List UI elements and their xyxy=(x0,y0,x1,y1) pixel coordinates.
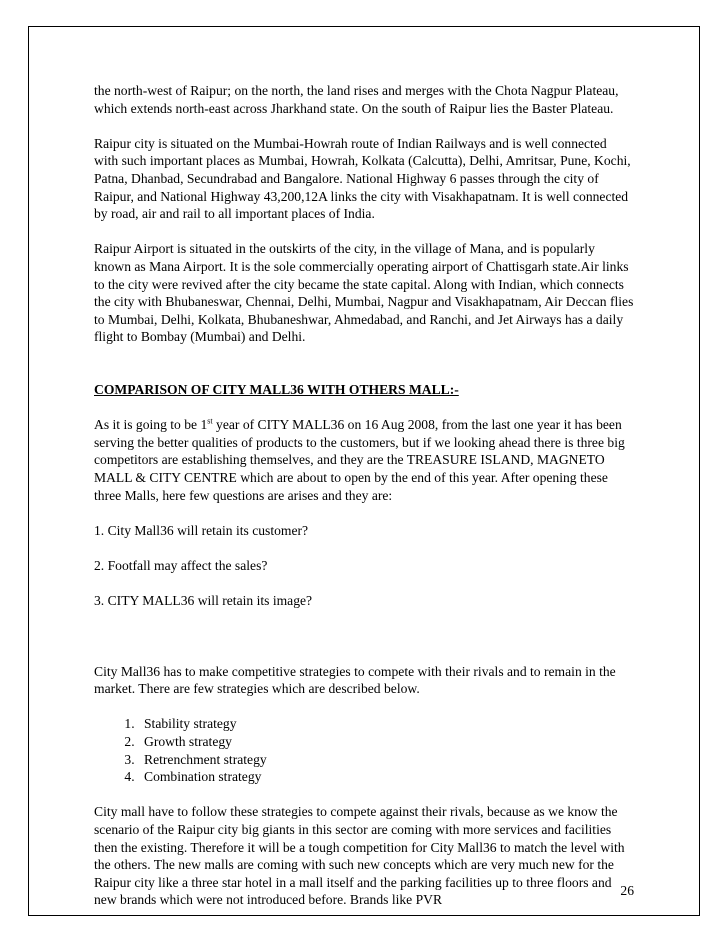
paragraph-closing: City mall have to follow these strategies to compete against their rivals, because as we know the scenario of the Raipur city big giants in this sector are coming with more services and facilities then the existing. Therefore it will be a tough competition for City Mall36 to match the level with the others. The new malls are coming with such new concepts which are very much new for the Raipur city like a three star hotel in a mall itself and the parking facilities up to three floors and new brands which were not introduced before. Brands like PVR xyxy=(94,804,625,908)
intro-text-start: As it is going to be 1 xyxy=(94,417,208,433)
question-item: 1. City Mall36 will retain its customer? xyxy=(94,522,309,538)
strategy-item: 2. Growth strategy xyxy=(138,733,634,751)
document-body xyxy=(94,82,634,909)
page-number: 26 xyxy=(620,883,634,898)
paragraph-strategy-intro: City Mall36 has to make competitive strategies to compete with their rivals and to remain in the market. There are few strategies which are described below. xyxy=(94,663,616,697)
strategy-item: 4. Combination strategy xyxy=(138,768,634,786)
question-item: 3. CITY MALL36 will retain its image? xyxy=(94,593,313,609)
paragraph-intro xyxy=(94,416,634,504)
strategy-item: 1. Stability strategy xyxy=(138,715,634,733)
section-heading: COMPARISON OF CITY MALL36 WITH OTHERS MALL:- xyxy=(94,382,459,398)
intro-text-end: year of CITY MALL36 on 16 Aug 2008, from the last one year it has been serving the better qualities of products to the customers, but if we looking ahead there is three big competitors are establishing themselves, and they are the TREASURE ISLAND, MAGNETO MALL & CITY CENTRE which are about to open by the end of this year. After opening these three Malls, here few questions are arises and they are: xyxy=(94,417,625,503)
strategy-list xyxy=(94,715,634,785)
paragraph-geography: the north-west of Raipur; on the north, the land rises and merges with the Chota Nagpur Plateau, which extends north-east across Jharkhand state. On the south of Raipur lies the Baster Plateau. xyxy=(94,83,619,116)
question-item: 2. Footfall may affect the sales? xyxy=(94,558,268,574)
strategy-item: 3. Retrenchment strategy xyxy=(138,751,634,769)
ordinal-superscript: st xyxy=(207,416,213,426)
paragraph-airport: Raipur Airport is situated in the outskirts of the city, in the village of Mana, and is popularly known as Mana Airport. It is the sole commercially operating airport of Chattisgarh state.Air links to the city were revived after the city became the state capital. Along with Indian, which connects the city with Bhubaneswar, Chennai, Delhi, Mumbai, Nagpur and Visakhapatnam, Air Deccan flies to Mumbai, Delhi, Kolkata, Bhubaneshwar, Ahmedabad, and Ranchi, and Jet Airways has a daily flight to Bombay (Mumbai) and Delhi. xyxy=(94,241,634,345)
paragraph-railways: Raipur city is situated on the Mumbai-Howrah route of Indian Railways and is well connected with such important places as Mumbai, Howrah, Kolkata (Calcutta), Delhi, Amritsar, Pune, Kochi, Patna, Dhanbad, Secundrabad and Bangalore. National Highway 6 passes through the city of Raipur, and National Highway 43,200,12A links the city with Visakhapatnam. It is well connected by road, air and rail to all important places of India. xyxy=(94,135,631,222)
